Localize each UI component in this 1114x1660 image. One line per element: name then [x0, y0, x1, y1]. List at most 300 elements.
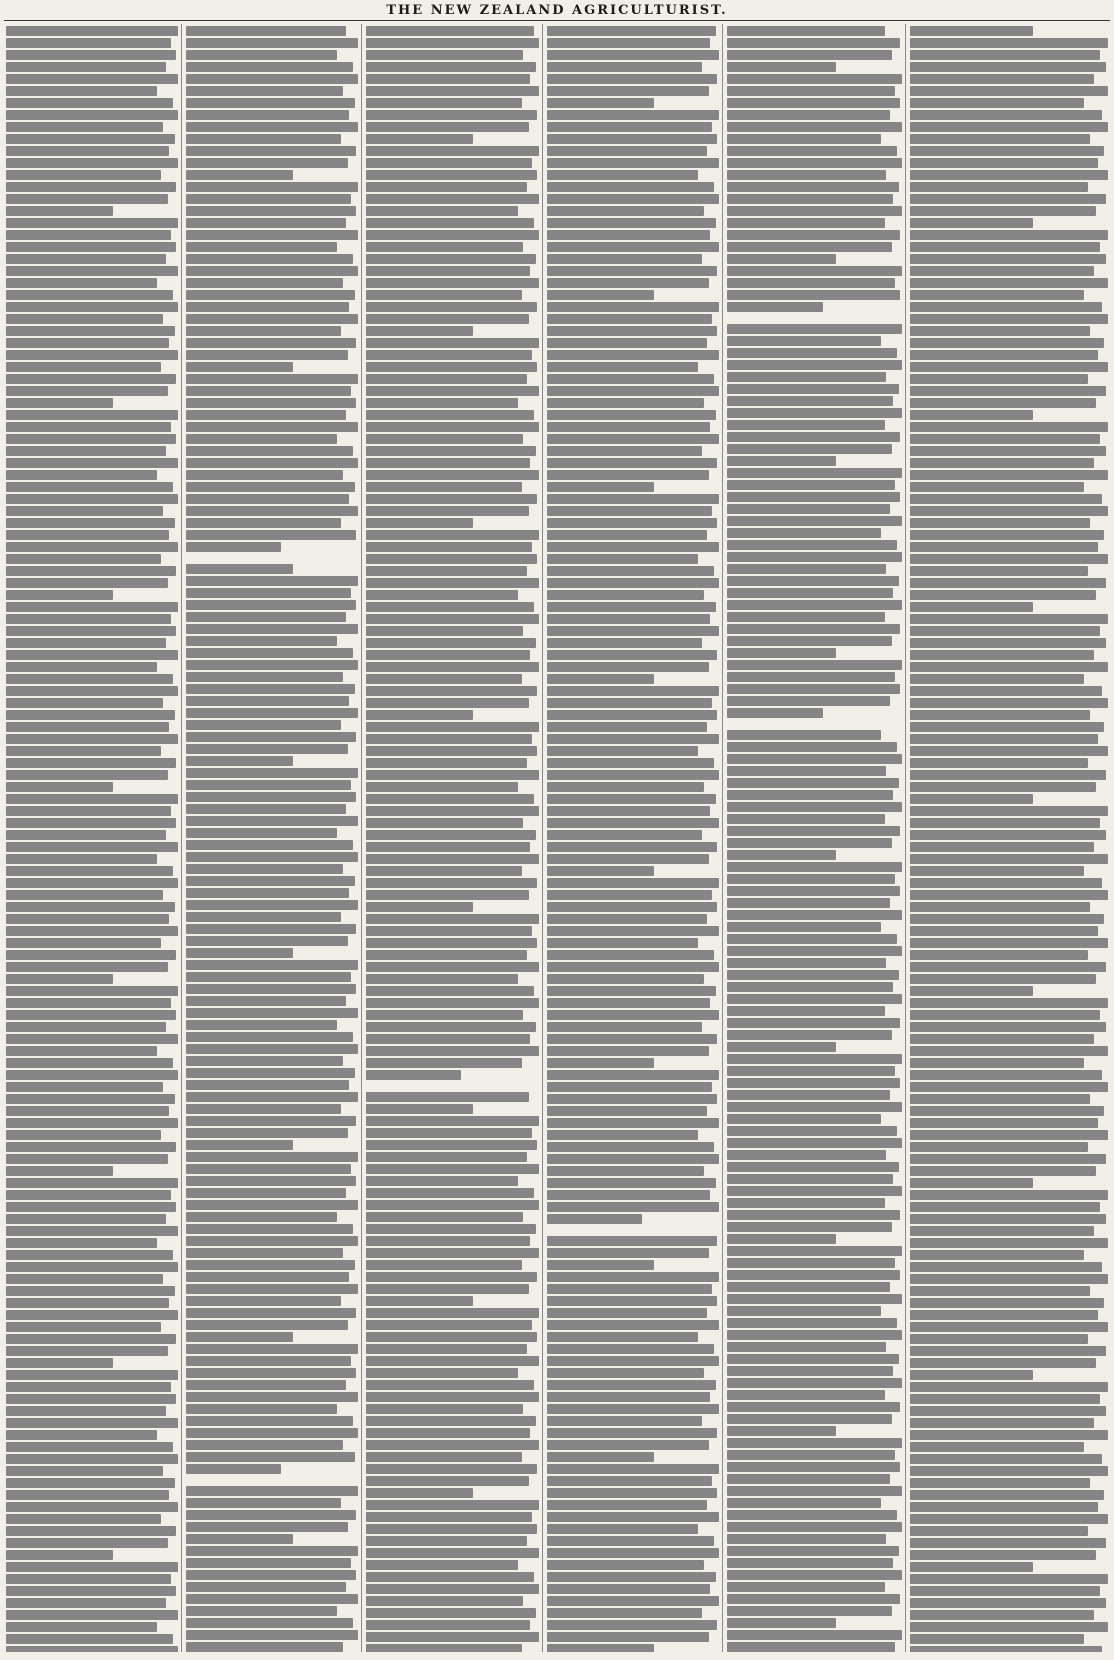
- text-line: [910, 1334, 1088, 1344]
- text-line: [547, 878, 719, 888]
- text-line: [910, 98, 1084, 108]
- text-line: [366, 146, 539, 156]
- text-line: [910, 1478, 1090, 1488]
- text-line: [6, 1418, 178, 1428]
- text-line: [910, 1010, 1100, 1020]
- text-line: [186, 780, 351, 790]
- text-line: [6, 1094, 175, 1104]
- text-line: [6, 374, 176, 384]
- text-line: [547, 1548, 719, 1558]
- text-line: [910, 50, 1100, 60]
- text-line: [6, 350, 178, 360]
- text-line: [186, 900, 358, 910]
- text-line: [910, 182, 1088, 192]
- text-line: [366, 902, 473, 912]
- text-line: [727, 1474, 890, 1484]
- text-line: [6, 1034, 178, 1044]
- text-line: [366, 626, 523, 636]
- text-line: [366, 1332, 537, 1342]
- text-line: [547, 614, 710, 624]
- text-line: [186, 756, 293, 766]
- text-line: [6, 194, 168, 204]
- text-line: [910, 1046, 1108, 1056]
- column-2: [186, 24, 358, 1652]
- text-line: [547, 1284, 712, 1294]
- text-line: [366, 86, 539, 96]
- text-line: [910, 1178, 1033, 1188]
- text-line: [366, 1584, 539, 1594]
- text-line: [186, 26, 346, 36]
- text-line: [186, 1642, 343, 1652]
- text-line: [366, 290, 522, 300]
- text-line: [6, 1202, 176, 1212]
- text-line: [366, 446, 536, 456]
- text-line: [186, 1164, 351, 1174]
- text-line: [366, 842, 530, 852]
- text-line: [186, 1044, 358, 1054]
- text-line: [547, 1500, 707, 1510]
- text-line: [547, 206, 704, 216]
- text-line: [6, 530, 169, 540]
- text-line: [547, 314, 712, 324]
- text-line: [547, 302, 719, 312]
- text-line: [366, 1116, 539, 1126]
- text-line: [910, 974, 1096, 984]
- text-line: [547, 602, 716, 612]
- text-line: [6, 146, 169, 156]
- text-line: [727, 1318, 897, 1328]
- text-line: [186, 1606, 337, 1616]
- text-line: [6, 338, 169, 348]
- text-line: [727, 134, 881, 144]
- text-line: [547, 1428, 717, 1438]
- text-line: [910, 686, 1102, 696]
- text-line: [727, 684, 900, 694]
- text-line: [6, 26, 178, 36]
- text-line: [547, 938, 698, 948]
- text-line: [6, 938, 161, 948]
- text-line: [186, 278, 343, 288]
- text-line: [366, 1104, 473, 1114]
- text-line: [366, 1500, 539, 1510]
- text-line: [727, 1510, 897, 1520]
- text-line: [366, 1572, 534, 1582]
- text-line: [6, 794, 178, 804]
- text-line: [186, 1152, 358, 1162]
- text-line: [366, 1034, 530, 1044]
- text-line: [186, 122, 358, 132]
- text-line: [547, 158, 719, 168]
- text-line: [727, 348, 897, 358]
- text-line: [186, 708, 358, 718]
- text-line: [547, 266, 717, 276]
- text-line: [6, 470, 157, 480]
- text-line: [366, 266, 530, 276]
- text-line: [366, 734, 532, 744]
- text-line: [6, 1166, 113, 1176]
- text-line: [6, 818, 176, 828]
- text-line: [186, 840, 353, 850]
- text-line: [366, 890, 529, 900]
- text-line: [727, 206, 902, 216]
- text-line: [910, 926, 1098, 936]
- column-6: [910, 24, 1108, 1652]
- text-line: [910, 1202, 1100, 1212]
- text-line: [186, 1272, 349, 1282]
- text-line: [186, 948, 293, 958]
- text-line: [910, 1274, 1108, 1284]
- text-line: [186, 648, 353, 658]
- text-line: [366, 1488, 473, 1498]
- text-line: [727, 1366, 893, 1376]
- text-line: [910, 1394, 1100, 1404]
- text-line: [910, 1598, 1106, 1608]
- text-line: [366, 1356, 539, 1366]
- text-line: [910, 134, 1090, 144]
- text-line: [6, 266, 178, 276]
- text-line: [727, 1306, 881, 1316]
- text-line: [547, 590, 704, 600]
- text-line: [366, 362, 537, 372]
- text-line: [366, 434, 523, 444]
- text-line: [547, 1142, 714, 1152]
- text-line: [910, 854, 1108, 864]
- text-line: [366, 662, 539, 672]
- text-line: [547, 686, 719, 696]
- text-line: [727, 742, 897, 752]
- text-line: [910, 38, 1108, 48]
- text-line: [727, 384, 899, 394]
- text-line: [186, 996, 346, 1006]
- text-line: [727, 360, 902, 370]
- text-line: [366, 638, 536, 648]
- text-line: [186, 672, 343, 682]
- text-line: [6, 122, 163, 132]
- text-line: [547, 1488, 717, 1498]
- text-line: [727, 1606, 892, 1616]
- text-line: [910, 998, 1108, 1008]
- text-line: [727, 540, 897, 550]
- column-4: [547, 24, 719, 1652]
- text-line: [910, 146, 1104, 156]
- text-line: [366, 566, 527, 576]
- text-line: [186, 720, 341, 730]
- text-line: [366, 1620, 530, 1630]
- text-line: [6, 554, 161, 564]
- text-line: [727, 254, 836, 264]
- text-line: [727, 1558, 893, 1568]
- text-line: [727, 838, 892, 848]
- text-line: [910, 1238, 1108, 1248]
- text-line: [6, 770, 168, 780]
- text-line: [727, 1378, 902, 1388]
- text-line: [910, 110, 1102, 120]
- text-line: [186, 1618, 353, 1628]
- text-line: [6, 830, 166, 840]
- text-line: [186, 576, 358, 586]
- text-line: [727, 1174, 893, 1184]
- text-line: [547, 1034, 717, 1044]
- text-line: [727, 922, 881, 932]
- text-line: [186, 266, 358, 276]
- text-line: [186, 636, 337, 646]
- text-line: [727, 432, 900, 442]
- text-line: [366, 1344, 527, 1354]
- text-line: [547, 1416, 702, 1426]
- text-line: [910, 26, 1033, 36]
- text-line: [6, 746, 161, 756]
- text-line: [6, 890, 163, 900]
- text-line: [727, 26, 885, 36]
- text-line: [727, 324, 902, 334]
- text-line: [727, 910, 902, 920]
- text-line: [6, 914, 169, 924]
- text-line: [547, 1476, 712, 1486]
- text-line: [6, 278, 157, 288]
- text-line: [727, 814, 885, 824]
- text-line: [727, 1414, 892, 1424]
- text-line: [910, 1070, 1102, 1080]
- text-line: [186, 410, 346, 420]
- text-line: [6, 542, 178, 552]
- text-line: [6, 50, 176, 60]
- text-line: [727, 468, 902, 478]
- text-line: [186, 588, 351, 598]
- text-line: [366, 230, 539, 240]
- text-line: [6, 1562, 178, 1572]
- text-line: [910, 914, 1104, 924]
- text-line: [910, 350, 1098, 360]
- page-header: [0, 0, 1114, 22]
- text-line: [910, 1358, 1096, 1368]
- text-line: [910, 986, 1033, 996]
- text-line: [186, 1510, 356, 1520]
- text-line: [6, 1490, 169, 1500]
- text-line: [910, 1154, 1106, 1164]
- text-line: [727, 898, 890, 908]
- text-line: [6, 1610, 178, 1620]
- column-1: [6, 24, 178, 1652]
- text-line: [547, 254, 702, 264]
- text-line: [910, 1034, 1094, 1044]
- text-line: [366, 1128, 532, 1138]
- text-line: [910, 1022, 1106, 1032]
- text-line: [6, 1538, 168, 1548]
- text-line: [186, 1248, 343, 1258]
- text-line: [910, 158, 1098, 168]
- text-line: [186, 182, 358, 192]
- text-line: [547, 626, 719, 636]
- text-line: [6, 1394, 176, 1404]
- text-line: [547, 1524, 698, 1534]
- text-line: [6, 458, 178, 468]
- text-line: [910, 254, 1106, 264]
- text-line: [727, 1630, 902, 1640]
- text-line: [547, 482, 654, 492]
- text-line: [547, 146, 707, 156]
- text-line: [186, 1498, 341, 1508]
- text-line: [6, 998, 171, 1008]
- text-line: [727, 122, 902, 132]
- text-line: [910, 806, 1108, 816]
- text-line: [910, 1574, 1108, 1584]
- text-line: [910, 1190, 1108, 1200]
- text-line: [6, 326, 175, 336]
- text-line: [910, 290, 1084, 300]
- text-line: [547, 374, 714, 384]
- text-line: [727, 1546, 899, 1556]
- text-line: [366, 506, 529, 516]
- text-line: [727, 696, 890, 706]
- text-line: [727, 564, 886, 574]
- text-line: [186, 1176, 356, 1186]
- text-line: [6, 1634, 173, 1644]
- text-line: [366, 974, 518, 984]
- text-line: [366, 1010, 523, 1020]
- text-line: [547, 842, 717, 852]
- text-line: [6, 854, 157, 864]
- text-line: [727, 170, 886, 180]
- text-line: [366, 1236, 530, 1246]
- text-line: [186, 792, 356, 802]
- text-line: [547, 866, 654, 876]
- text-line: [186, 62, 353, 72]
- text-line: [366, 938, 537, 948]
- text-line: [910, 1106, 1104, 1116]
- text-line: [727, 146, 897, 156]
- text-line: [910, 62, 1106, 72]
- text-line: [6, 1142, 176, 1152]
- text-line: [547, 782, 704, 792]
- text-line: [910, 626, 1100, 636]
- text-line: [186, 1296, 341, 1306]
- text-line: [727, 1354, 899, 1364]
- text-line: [910, 566, 1088, 576]
- text-line: [6, 1058, 173, 1068]
- text-line: [6, 482, 173, 492]
- text-line: [186, 1404, 337, 1414]
- text-line: [547, 1046, 709, 1056]
- text-line: [547, 1248, 709, 1258]
- text-line: [547, 1332, 698, 1342]
- text-line: [727, 504, 890, 514]
- text-line: [186, 494, 349, 504]
- text-line: [910, 1346, 1106, 1356]
- text-line: [186, 194, 351, 204]
- text-line: [6, 506, 163, 516]
- text-line: [547, 662, 709, 672]
- text-line: [186, 218, 346, 228]
- text-line: [910, 710, 1090, 720]
- text-line: [6, 446, 166, 456]
- section-gap: [547, 1226, 719, 1234]
- text-line: [547, 1130, 698, 1140]
- text-line: [6, 1334, 176, 1344]
- text-line: [547, 218, 716, 228]
- text-line: [910, 614, 1108, 624]
- text-line: [6, 878, 178, 888]
- text-line: [547, 1536, 714, 1546]
- text-line: [6, 1370, 178, 1380]
- text-line: [366, 854, 539, 864]
- text-line: [547, 1190, 710, 1200]
- text-line: [186, 1368, 356, 1378]
- text-line: [910, 1214, 1106, 1224]
- text-line: [547, 1404, 719, 1414]
- text-line: [366, 194, 539, 204]
- text-line: [366, 914, 539, 924]
- text-line: [910, 326, 1090, 336]
- text-line: [186, 1380, 346, 1390]
- text-line: [6, 110, 178, 120]
- text-line: [186, 50, 337, 60]
- text-line: [186, 230, 358, 240]
- text-line: [6, 422, 171, 432]
- text-line: [186, 1558, 351, 1568]
- text-line: [727, 194, 893, 204]
- text-line: [186, 1320, 348, 1330]
- text-line: [6, 1526, 176, 1536]
- text-line: [727, 874, 895, 884]
- section-gap: [186, 1476, 358, 1484]
- text-line: [910, 1442, 1084, 1452]
- text-line: [366, 1176, 518, 1186]
- text-line: [366, 746, 537, 756]
- text-line: [6, 734, 178, 744]
- text-line: [186, 530, 356, 540]
- text-line: [186, 1068, 355, 1078]
- text-line: [727, 396, 893, 406]
- text-line: [727, 826, 900, 836]
- text-line: [910, 1382, 1108, 1392]
- text-line: [727, 1078, 900, 1088]
- text-line: [366, 590, 518, 600]
- text-line: [727, 1126, 897, 1136]
- text-line: [910, 1562, 1033, 1572]
- text-line: [6, 158, 178, 168]
- text-line: [366, 458, 530, 468]
- text-line: [366, 986, 534, 996]
- text-line: [727, 1114, 881, 1124]
- text-line: [366, 1152, 527, 1162]
- text-line: [6, 134, 175, 144]
- text-line: [547, 134, 717, 144]
- text-line: [186, 1534, 293, 1544]
- text-line: [6, 1082, 163, 1092]
- text-line: [366, 242, 523, 252]
- text-line: [727, 1438, 902, 1448]
- text-line: [910, 1490, 1104, 1500]
- text-line: [6, 1286, 175, 1296]
- text-line: [186, 960, 358, 970]
- text-line: [727, 266, 902, 276]
- text-line: [910, 1526, 1088, 1536]
- text-line: [727, 850, 836, 860]
- text-line: [366, 314, 529, 324]
- text-line: [366, 1092, 529, 1102]
- text-line: [6, 1466, 163, 1476]
- text-line: [6, 1586, 176, 1596]
- text-line: [6, 698, 163, 708]
- text-line: [727, 1006, 885, 1016]
- text-line: [6, 638, 166, 648]
- text-line: [727, 1498, 881, 1508]
- text-line: [366, 782, 518, 792]
- text-line: [910, 434, 1100, 444]
- text-line: [910, 122, 1108, 132]
- text-line: [547, 854, 709, 864]
- text-line: [547, 710, 717, 720]
